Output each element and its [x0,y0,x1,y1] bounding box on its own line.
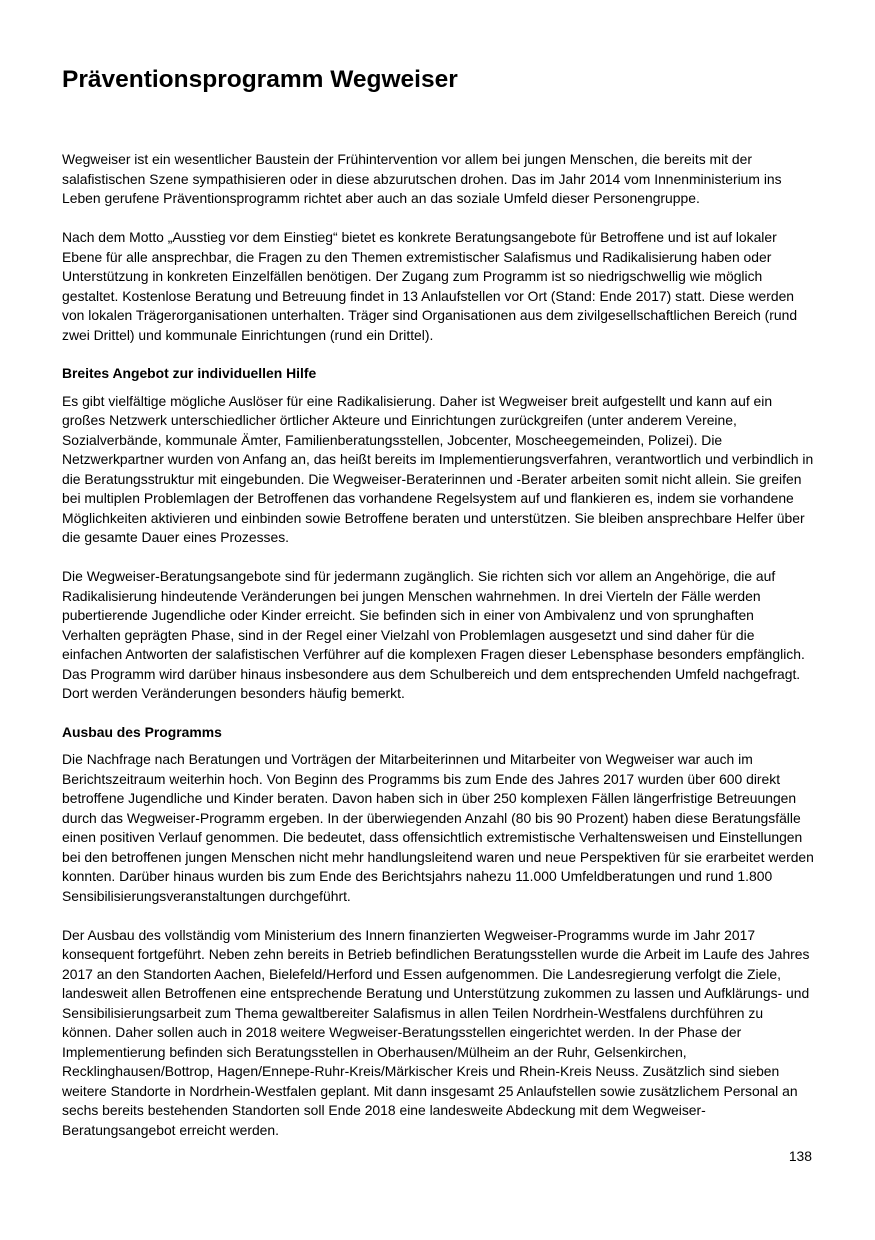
page-number: 138 [788,1148,812,1164]
paragraph-beratungsangebote: Die Wegweiser-Beratungsangebote sind für jedermann zugänglich. Sie richten sich vor allem an Angehörige, die auf Radikalisierung hindeutende Veränderungen bei jungen Menschen wahrnehmen. In drei Vierteln der Fälle werden pubertierende Jugendliche oder Kinder erreicht. Sie befinden sich in einer von Ambivalenz und von sprunghaften Verhalten geprägten Phase, sind in der Regel einer Vielzahl von Problemlagen ausgesetzt und sind daher für die einfachen Antworten der salafistischen Verführer auf die komplexen Fragen dieser Lebensphase besonders empfänglich. Das Programm wird darüber hinaus insbesondere aus dem Schulbereich und dem entsprechenden Umfeld nachgefragt. Dort werden Veränderungen besonders häufig bemerkt. [62,568,805,701]
paragraph-nachfrage: Die Nachfrage nach Beratungen und Vorträgen der Mitarbeiterinnen und Mitarbeiter von Wegweiser war auch im Berichtszeitraum weiterhin hoch. Von Beginn des Programms bis zum Ende des Jahres 2017 wurden über 600 direkt betroffene Jugendliche und Kinder beraten. Davon haben sich in über 250 komplexen Fällen längerfristige Betreuungen durch das Wegweiser-Programm ergeben. In der überwiegenden Anzahl (80 bis 90 Prozent) haben diese Beratungsfälle einen positiven Verlauf genommen. Die bedeutet, dass offensichtlich extremistische Verhaltensweisen und Einstellungen bei den betroffenen jungen Menschen nicht mehr handlungsleitend waren und neue Perspektiven für sie erarbeitet werden konnten. Darüber hinaus wurden bis zum Ende des Berichtsjahrs nahezu 11.000 Umfeldberatungen und rund 1.800 Sensibilisierungsveranstaltungen durchgeführt. [62,751,814,904]
section-heading-ausbau: Ausbau des Programms [62,723,222,740]
paragraph-ausbau: Der Ausbau des vollständig vom Ministerium des Innern finanzierten Wegweiser-Programms wurde im Jahr 2017 konsequent fortgeführt. Neben zehn bereits in Betrieb befindlichen Beratungsstellen wurde die Arbeit im Laufe des Jahres 2017 an den Standorten Aachen, Bielefeld/Herford und Essen aufgenommen. Die Landesregierung verfolgt die Ziele, landesweit allen Betroffenen eine entsprechende Beratung und Unterstützung zukommen zu lassen und Aufklärungs- und Sensibilisierungsarbeit zum Thema gewaltbereiter Salafismus in allen Teilen Nordrhein-Westfalens durchführen zu können. Daher sollen auch in 2018 weitere Wegweiser-Beratungsstellen eingerichtet werden. In der Phase der Implementierung befinden sich Beratungsstellen in Oberhausen/Mülheim an der Ruhr, Gelsenkirchen, Recklinghausen/Bottrop, Hagen/Ennepe-Ruhr-Kreis/Märkischer Kreis und Rhein-Kreis Neuss. Zusätzlich sind sieben weitere Standorte in Nordrhein-Westfalen geplant. Mit dann insgesamt 25 Anlaufstellen sowie zusätzlichem Personal an sechs bereits bestehenden Standorten soll Ende 2018 eine landesweite Abdeckung mit dem Wegweiser-Beratungsangebot erreicht werden. [62,926,810,1138]
document-body [62,150,814,1140]
page-title: Präventionsprogramm Wegweiser [62,66,458,93]
section-heading-angebot: Breites Angebot zur individuellen Hilfe [62,365,317,381]
paragraph-intro: Wegweiser ist ein wesentlicher Baustein der Frühintervention vor allem bei jungen Menschen, die bereits mit der salafistischen Szene sympathisieren oder in diese abzurutschen drohen. Das im Jahr 2014 vom Innenministerium ins Leben gerufene Präventionsprogramm richtet aber auch an das soziale Umfeld dieser Personengruppe. [62,151,782,206]
paragraph-ausloeser: Es gibt vielfältige mögliche Auslöser für eine Radikalisierung. Daher ist Wegweiser breit aufgestellt und kann auf ein großes Netzwerk unterschiedlicher örtlicher Akteure und Einrichtungen zurückgreifen (unter anderem Vereine, Sozialverbände, kommunale Ämter, Familienberatungsstellen, Jobcenter, Moscheegemeinden, Polizei). Die Netzwerkpartner wurden von Anfang an, das heißt bereits im Implementierungsverfahren, verantwortlich und verbindlich in die Beratungsstruktur mit eingebunden. Die Wegweiser-Beraterinnen und -Berater arbeiten somit nicht allein. Sie greifen bei multiplen Problemlagen der Betroffenen das vorhandene Regelsystem auf und flankieren es, indem sie vorhandene Möglichkeiten aktivieren und einbinden sowie Betroffene beraten und unterstützen. Sie bleiben ansprechbare Helfer über die gesamte Dauer eines Prozesses. [62,392,814,545]
paragraph-motto: Nach dem Motto „Ausstieg vor dem Einstieg“ bietet es konkrete Beratungsangebote für Betroffene und ist auf lokaler Ebene für alle ansprechbar, die Fragen zu den Themen extremistischer Salafismus und Radikalisierung haben oder Unterstützung in konkreten Einzelfällen benötigen. Der Zugang zum Programm ist so niedrigschwellig wie möglich gestaltet. Kostenlose Beratung und Betreuung findet in 13 Anlaufstellen vor Ort (Stand: Ende 2017) statt. Diese werden von lokalen Trägerorganisationen unterhalten. Träger sind Organisationen aus dem zivilgesellschaftlichen Bereich (rund zwei Drittel) und kommunale Einrichtungen (rund ein Drittel). [62,229,798,343]
